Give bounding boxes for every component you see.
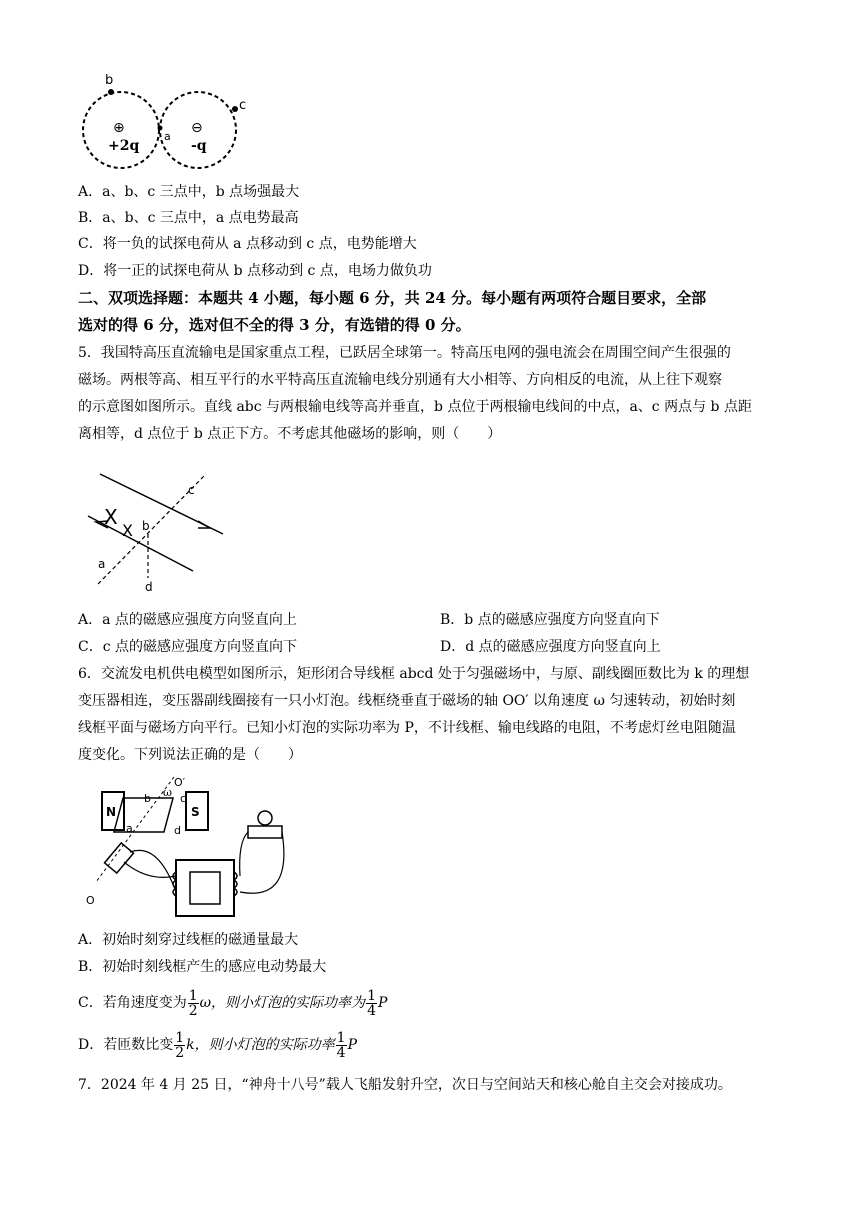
fraction-quarter: $\frac{1}{4}$	[367, 987, 376, 1019]
fig3-label-c: c	[180, 792, 187, 805]
section2-heading-line2: 选对的得 6 分，选对但不全的得 3 分，有选错的得 0 分。	[78, 316, 471, 334]
q4-option-a: A．a、b、c 三点中，b 点场强最大	[78, 184, 300, 200]
q6-option-c-mid: ω，则小灯泡的实际功率为	[199, 995, 366, 1011]
q6-option-b: B．初始时刻线框产生的感应电动势最大	[78, 959, 327, 975]
q6-option-d	[78, 1030, 357, 1060]
q6-stem-line1: 6．交流发电机供电模型如图所示，矩形闭合导线框 abcd 处于匀强磁场中，与原、副线圈匝数比为 k 的理想	[78, 666, 750, 682]
charges-figure	[78, 70, 248, 180]
q6-option-d-mid: k，则小灯泡的实际功率	[186, 1037, 335, 1053]
point-a	[158, 126, 163, 131]
power-lines-figure	[78, 466, 238, 596]
section2-heading-line1: 二、双项选择题：本题共 4 小题，每小题 6 分，共 24 分。每小题有两项符合题目要求，全部	[78, 289, 707, 307]
q5-stem-line2: 磁场。两根等高、相互平行的水平特高压直流输电线分别通有大小相等、方向相反的电流，从上往下观察	[78, 372, 722, 388]
fig2-label-a: a	[98, 557, 106, 571]
q6-option-d-pre: D．若匝数比变	[78, 1037, 174, 1053]
lamp-base	[248, 826, 282, 838]
fig2-label-c: c	[188, 483, 195, 497]
label-a: a	[164, 130, 171, 143]
q5-option-c: C．c 点的磁感应强度方向竖直向下	[78, 639, 298, 655]
q6-stem-line4: 度变化。下列说法正确的是（ ）	[78, 747, 302, 763]
left-sign: ⊕	[113, 120, 125, 136]
transformer-window	[190, 872, 220, 904]
q5-option-d: D．d 点的磁感应强度方向竖直向上	[440, 639, 661, 655]
q4-option-d: D．将一正的试探电荷从 b 点移动到 c 点，电场力做负功	[78, 263, 432, 279]
label-omega: ω	[163, 786, 172, 799]
label-b: b	[105, 73, 114, 88]
q6-option-a: A．初始时刻穿过线框的磁通量最大	[78, 932, 299, 948]
fraction-quarter-d: $\frac{1}{4}$	[336, 1029, 346, 1061]
label-c: c	[239, 98, 247, 113]
fig3-label-a: a	[126, 822, 133, 835]
q6-stem-line2: 变压器相连，变压器副线圈接有一只小灯泡。线框绕垂直于磁场的轴 OO′ 以角速度 ω 匀速转动，初始时刻	[78, 693, 736, 709]
slip-rings	[105, 843, 134, 873]
fig3-label-b: b	[144, 792, 151, 805]
q4-option-c: C．将一负的试探电荷从 a 点移动到 c 点，电势能增大	[78, 236, 417, 252]
q6-option-c	[78, 988, 387, 1018]
transformer-core	[176, 860, 234, 916]
q6-option-c-pre: C．若角速度变为	[78, 995, 187, 1011]
q7-stem-line1: 7．2024 年 4 月 25 日，“神舟十八号”载人飞船发射升空，次日与空间站天和核心舱自主交会对接成功。	[78, 1077, 732, 1093]
fraction-half-d: $\frac{1}{2}$	[175, 1029, 185, 1061]
q5-stem-line4: 离相等，d 点位于 b 点正下方。不考虑其他磁场的影响，则（ ）	[78, 426, 502, 442]
point-b	[108, 89, 114, 95]
fraction-half: $\frac{1}{2}$	[188, 987, 198, 1019]
fig2-label-b: b	[142, 519, 150, 533]
generator-figure	[78, 772, 308, 922]
arrow-upper	[198, 521, 210, 528]
label-n: N	[106, 805, 117, 819]
point-c	[232, 106, 238, 112]
label-o-top: O′	[174, 776, 186, 789]
label-s: S	[191, 805, 200, 819]
q4-option-b: B．a、b、c 三点中，a 点电势最高	[78, 210, 299, 226]
q6-option-d-post: P	[347, 1037, 357, 1053]
wire-4	[240, 832, 284, 893]
q5-stem-line1: 5．我国特高压直流输电是国家重点工程，已跃居全球第一。特高压电网的强电流会在周围空间产生很强的	[78, 345, 731, 361]
fig2-label-d: d	[145, 580, 153, 594]
left-charge: +2q	[108, 138, 140, 154]
cross-mark-2: X	[122, 521, 133, 540]
lamp-bulb	[258, 811, 272, 825]
cross-mark: X	[104, 505, 118, 529]
right-charge: -q	[191, 138, 207, 154]
label-o-bottom: O	[86, 894, 95, 907]
q6-option-c-post: P	[377, 995, 388, 1011]
wire-3	[240, 832, 248, 876]
fig3-label-d: d	[174, 824, 181, 837]
right-sign: ⊖	[191, 120, 203, 136]
q5-option-b: B．b 点的磁感应强度方向竖直向下	[440, 612, 660, 628]
q5-option-a: A．a 点的磁感应强度方向竖直向上	[78, 612, 297, 628]
q5-stem-line3: 的示意图如图所示。直线 abc 与两根输电线等高并垂直，b 点位于两根输电线间的中点，a、c 两点与 b 点距	[78, 399, 752, 415]
q6-stem-line3: 线框平面与磁场方向平行。已知小灯泡的实际功率为 P，不计线框、输电线路的电阻，不考虑灯丝电阻随温	[78, 720, 736, 736]
